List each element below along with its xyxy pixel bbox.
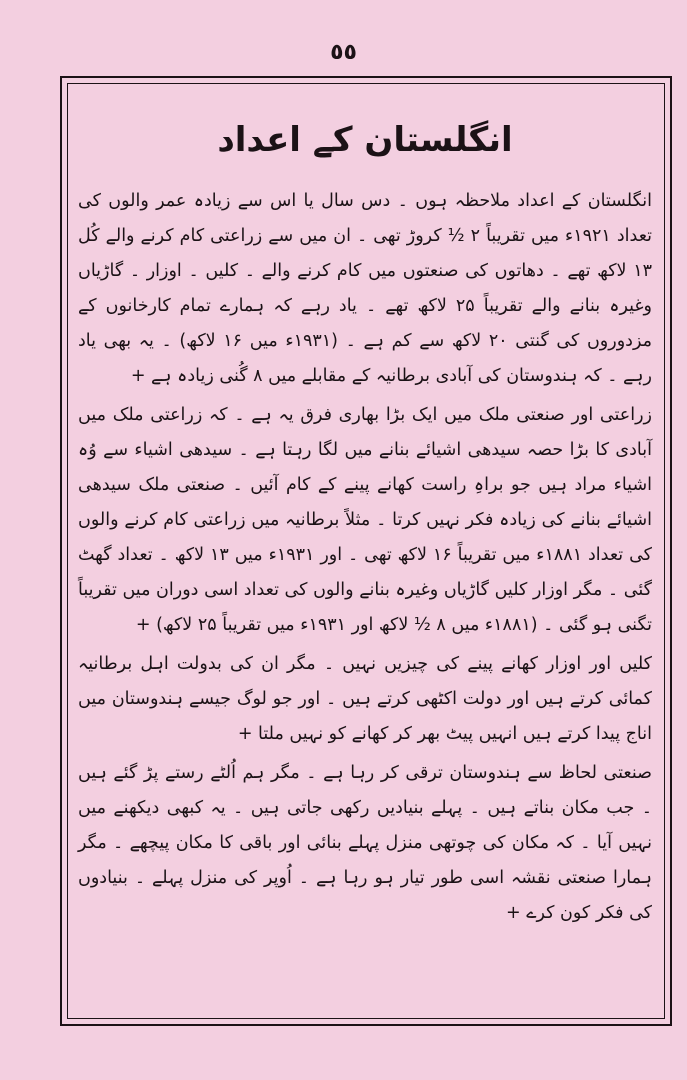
page-border-outer	[60, 76, 672, 1026]
paragraph-industrial-progress: صنعتی لحاظ سے ہندوستان ترقی کر رہا ہے ۔ مگر ہم اُلٹے رستے پڑ گئے ہیں ۔ جب مکان بناتے ہیں ۔ پہلے بنیادیں رکھی جاتی ہیں ۔ یہ کبھی دیکھنے میں نہیں آیا ۔ کہ مکان کی چوتھی منزل پہلے بنائی اور باقی کا مکان پیچھے ۔ مگر ہمارا صنعتی نقشہ اسی طور تیار ہو رہا ہے ۔ اُوپر کی منزل پہلے ۔ بنیادوں کی فکر کون کرے +	[78, 763, 652, 924]
page-number: ٥٥	[330, 40, 357, 65]
chapter-title: انگلستان کے اعداد	[217, 120, 513, 160]
paragraph-agri-vs-industrial: زراعتی اور صنعتی ملک میں ایک بڑا بھاری فرق یہ ہے ۔ کہ زراعتی ملک میں آبادی کا بڑا حصہ سیدھی اشیائے بنانے میں لگا رہتا ہے ۔ سیدھی اشیاء سے وُہ اشیاء مراد ہیں جو براہِ راست کھانے پینے کے کام آئیں ۔ صنعتی ملک سیدھی اشیائے بنانے کی زیادہ فکر نہیں کرتا ۔ مثلاً برطانیہ میں زراعتی کام کرنے والوں کی تعداد ۱۸۸۱ء میں تقریباً ۱۶ لاکھ تھی ۔ اور ۱۹۳۱ء میں ۱۳ لاکھ ۔ تعداد گھٹ گئی ۔ مگر اوزار کلیں گاڑیاں وغیرہ بنانے والوں کی تعداد اسی دوران میں تقریباً تگنی ہو گئی ۔ (۱۸۸۱ء میں ۸ ½ لاکھ اور ۱۹۳۱ء میں تقریباً ۲۵ لاکھ) +	[78, 405, 652, 636]
paragraph-machines-wealth: کلیں اور اوزار کھانے پینے کی چیزیں نہیں ۔ مگر ان کی بدولت اہل برطانیہ کمائی کرتے ہیں اور دولت اکٹھی کرتے ہیں ۔ اور جو لوگ جیسے ہندوستان میں اناج پیدا کرتے ہیں انہیں پیٹ بھر کر کھانے کو نہیں ملتا +	[78, 654, 652, 745]
page-content	[78, 118, 652, 935]
paragraph-england-figures: انگلستان کے اعداد ملاحظہ ہوں ۔ دس سال یا اس سے زیادہ عمر والوں کی تعداد ۱۹۲۱ء میں تقریباً ۲ ½ کروڑ تھی ۔ ان میں سے زراعتی کام کرنے والے کُل ۱۳ لاکھ تھے ۔ دھاتوں کی صنعتوں میں کام کرنے والے ۔ کلیں ۔ اوزار ۔ گاڑیاں وغیرہ بنانے والے تقریباً ۲۵ لاکھ تھے ۔ یاد رہے کہ ہمارے تمام کارخانوں کے مزدوروں کی گنتی ۲۰ لاکھ سے کم ہے ۔ (۱۹۳۱ء میں ۱۶ لاکھ) ۔ یہ بھی یاد رہے ۔ کہ ہندوستان کی آبادی برطانیہ کے مقابلے میں ۸ گُنی زیادہ ہے +	[78, 191, 653, 387]
